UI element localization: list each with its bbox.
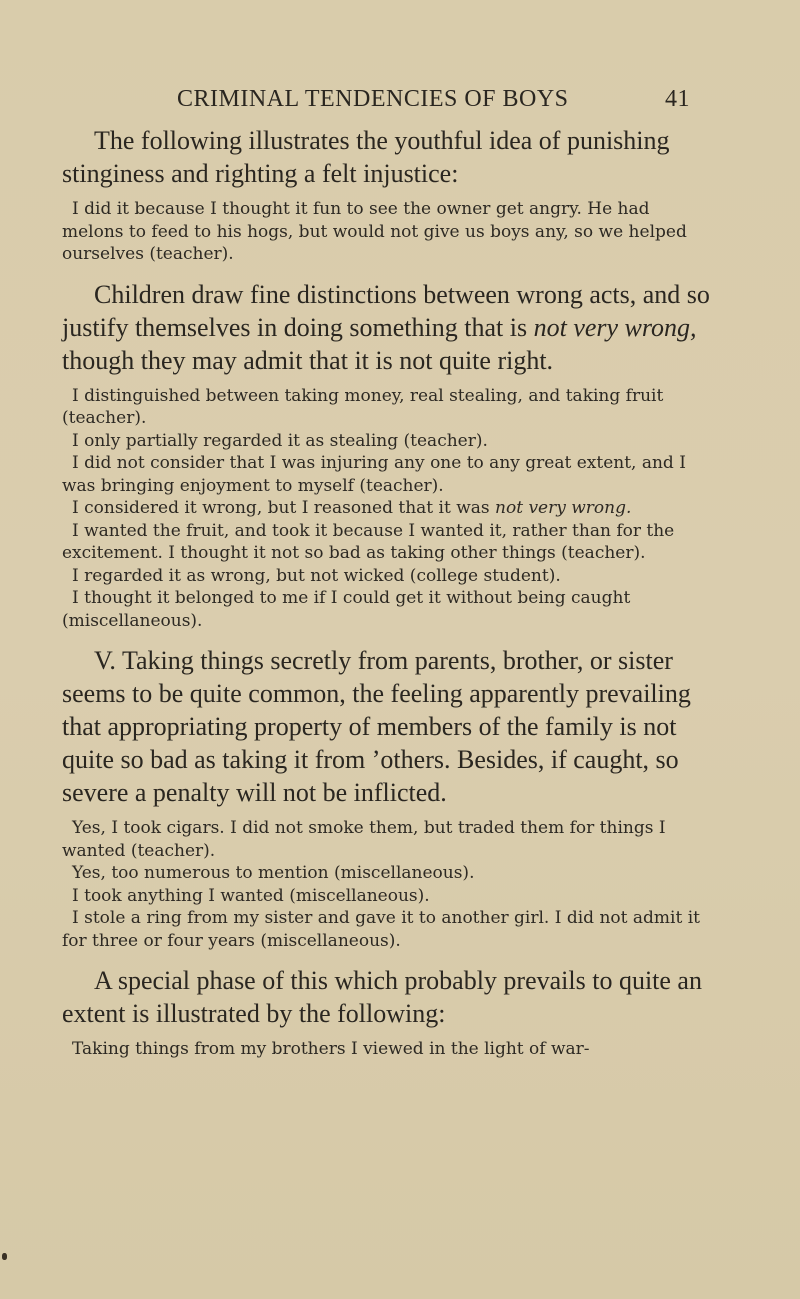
quote-block-2 <box>62 385 716 633</box>
page-number: 41 <box>665 86 690 112</box>
quote-line: I did it because I thought it fun to see the owner get angry. He had melons to feed to his hogs, but would not give us boys any, so we helped ourselves (teacher). <box>62 199 687 264</box>
quote-line: I only partially regarded it as stealing (teacher). <box>72 430 488 451</box>
quote-line: I thought it belonged to me if I could get it without being caught (miscellaneous). <box>62 588 631 631</box>
quote-line: I took anything I wanted (miscellaneous). <box>72 885 430 906</box>
italic-phrase: not very wrong. <box>495 498 632 518</box>
quote-line: I regarded it as wrong, but not wicked (college student). <box>72 565 561 586</box>
italic-phrase: not very wrong, <box>533 312 697 342</box>
quote-line: Yes, I took cigars. I did not smoke them, but traded them for things I wanted (teacher). <box>62 818 666 861</box>
paragraph-intro: The following illustrates the youthful idea of punishing stinginess and righting a felt injustice: <box>62 126 670 188</box>
quote-block-3 <box>62 817 716 952</box>
paragraph-text: though they may admit that it is not quite right. <box>62 345 554 375</box>
running-title: CRIMINAL TENDENCIES OF BOYS <box>177 86 569 112</box>
quote-line: I distinguished between taking money, real stealing, and taking fruit (teacher). <box>62 385 664 428</box>
quote-block-4 <box>62 1038 716 1061</box>
paragraph-section-v: V. Taking things secretly from parents, brother, or sister seems to be quite common, the feeling apparently prevailing that appropriating property of members of the family is not quite so bad as taking it from ’others. Besides, if caught, so severe a penalty will not be inflicted. <box>62 646 691 807</box>
page-header <box>60 86 690 116</box>
paragraph-text: Children draw fine distinctions between wrong acts, and so justify themselves in doing something that is <box>62 279 710 342</box>
quote-line <box>62 497 716 520</box>
quote-text: I considered it wrong, but I reasoned that it was <box>72 498 496 518</box>
quote-block-1 <box>62 198 716 266</box>
quote-line: I stole a ring from my sister and gave it to another girl. I did not admit it for three or four years (miscellaneous). <box>62 908 700 951</box>
paragraph-special-phase: A special phase of this which probably prevails to quite an extent is illustrated by the following: <box>62 966 702 1028</box>
quote-line: Yes, too numerous to mention (miscellaneous). <box>72 863 475 883</box>
ink-spot <box>2 1253 7 1260</box>
page-content <box>62 124 716 1071</box>
quote-line: I wanted the fruit, and took it because I wanted it, rather than for the excitement. I thought it not so bad as taking other things (teacher). <box>62 520 675 563</box>
quote-line: Taking things from my brothers I viewed in the light of war- <box>72 1039 590 1059</box>
quote-line: I did not consider that I was injuring any one to any great extent, and I was bringing enjoyment to myself (teacher). <box>62 453 686 496</box>
paragraph-distinctions <box>62 278 716 377</box>
